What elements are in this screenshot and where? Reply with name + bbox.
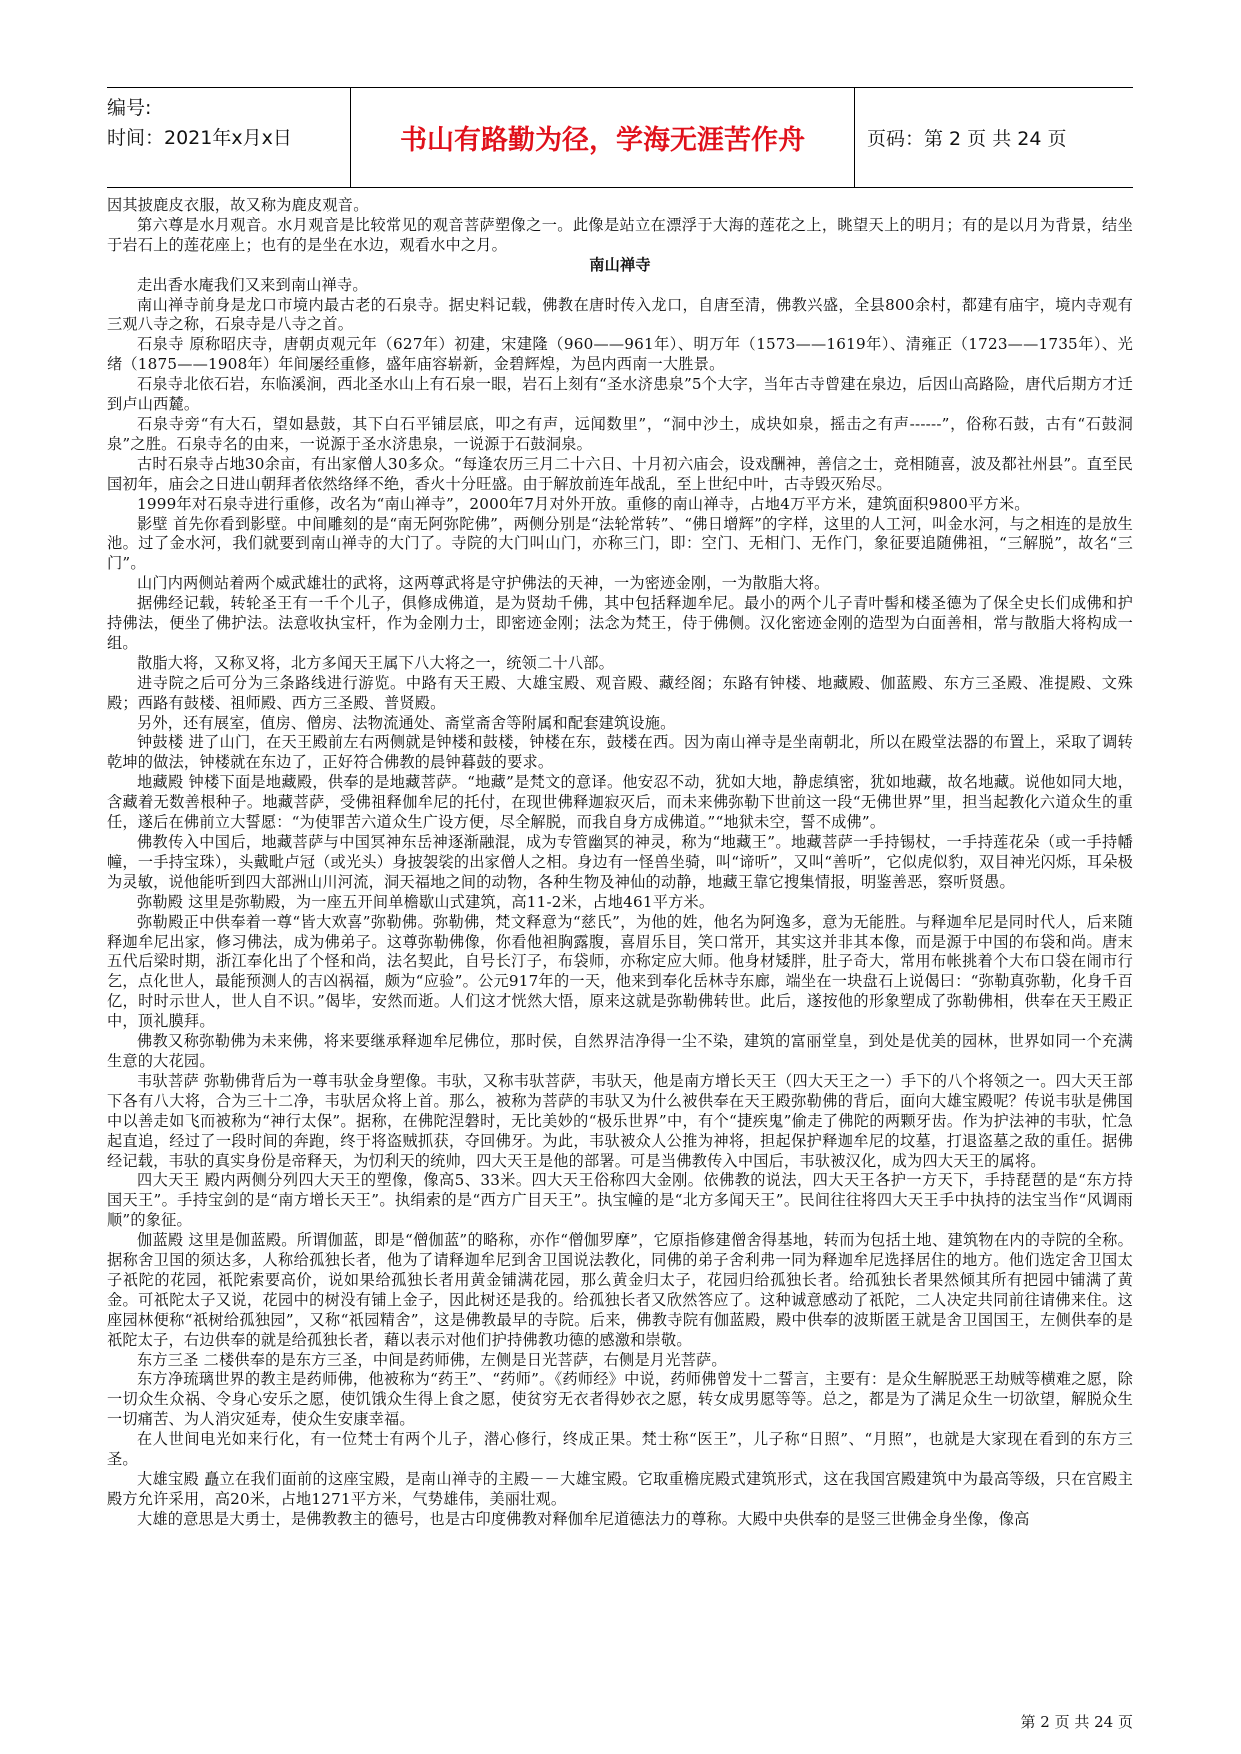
paragraph: 因其披鹿皮衣服，故又称为鹿皮观音。 bbox=[107, 196, 369, 214]
paragraph: 据佛经记载，转轮圣王有一千个儿子，俱修成佛道，是为贤劫千佛，其中包括释迦牟尼。最小的两个儿子青叶髻和楼圣德为了保全史长们成佛和护持佛法，便坐了佛护法。法意收执宝杆，作为金刚力士，即密迹金刚；法念为梵王，侍于佛侧。汉化密迹金刚的造型为白面善相，常与散脂大将构成一组。 bbox=[107, 594, 1133, 652]
header-page-number: 页码：第 2 页 共 24 页 bbox=[867, 128, 1067, 150]
paragraph: 散脂大将，又称叉将，北方多闻天王属下八大将之一，统领二十八部。 bbox=[137, 653, 615, 672]
paragraph: 韦驮菩萨 弥勒佛背后为一尊韦驮金身塑像。韦驮，又称韦驮菩萨，韦驮天，他是南方增长天王（四大天王之一）手下的八个将领之一。四大天王部下各有八大将，合为三十二净，韦驮居众将上首。那么，被称为菩萨的韦驮又为什么被供奉在天王殿弥勒佛的背后，面向大雄宝殿呢？传说韦驮是佛国中以善走如飞而被称为“神行太保”。据称，在佛陀涅磐时，无比美妙的“极乐世界”中，有个“捷疾鬼”偷走了佛陀的两颗牙齿。作为护法神的韦驮，忙急起直追，经过了一段时间的奔跑，终于将盗贼抓获，夺回佛牙。为此，韦驮被众人公推为神将，担起保护释迦牟尼的坟墓，打退盗墓之敌的重任。据佛经记载，韦驮的真实身份是帝释天，为忉利天的统帅，四大天王是他的部署。可是当佛教传入中国后，韦驮被汉化，成为四大天王的属将。 bbox=[107, 1071, 1133, 1170]
paragraph: 伽蓝殿 这里是伽蓝殿。所谓伽蓝，即是“僧伽蓝”的略称，亦作“僧伽罗摩”，它原指修建僧舍得基地，转而为包括土地、建筑物在内的寺院的全称。据称舍卫国的须达多，人称给孤独长者，他为了请释迦牟尼到舍卫国说法教化，同佛的弟子舍利弗一同为释迦牟尼选择居住的地方。他们选定舍卫国太子祇陀的花园，祇陀索要高价，说如果给孤独长者用黄金铺满花园，那么黄金归太子，花园归给孤独长者。给孤独长者果然倾其所有把园中铺满了黄金。可祇陀太子又说，花园中的树没有铺上金子，因此树还是我的。给孤独长者又欣然答应了。这种诚意感动了祇陀，二人决定共同前往请佛来住。这座园林便称“祇树给孤独园”，又称“祇园精舍”，这是佛教最早的寺院。后来，佛教寺院有伽蓝殿，殿中供奉的波斯匿王就是舍卫国国王，左侧供奉的是祇陀太子，右边供奉的就是给孤独长者，藉以表示对他们护持佛教功德的感激和崇敬。 bbox=[107, 1231, 1133, 1349]
header-motto: 书山有路勤为径，学海无涯苦作舟 bbox=[350, 88, 855, 187]
paragraph: 古时石泉寺占地30余亩，有出家僧人30多众。“每逢农历三月二十六日、十月初六庙会，设戏酬神，善信之士，竞相随喜，波及都社州县”。直至民国初年，庙会之日进山朝拜者依然络绎不绝，香火十分旺盛。由于解放前连年战乱，至上世纪中叶，古寺毁灭殆尽。 bbox=[107, 454, 1133, 493]
paragraph: 另外，还有展室，值房、僧房、法物流通处、斋堂斋舍等附属和配套建筑设施。 bbox=[137, 713, 676, 732]
paragraph: 东方净琉璃世界的教主是药师佛，他被称为“药王”、“药师”。《药师经》中说，药师佛曾发十二誓言，主要有：是众生解脱恶王劫贼等横难之愿，除一切众生众祸、令身心安乐之愿，使饥饿众生得上食之愿，使贫穷无衣者得妙衣之愿，转女成男愿等等。总之，都是为了满足众生一切欲望，解脱众生一切痛苦、为人消灾延寿，使众生安康幸福。 bbox=[107, 1370, 1133, 1429]
paragraph: 四大天王 殿内两侧分列四大天王的塑像，像高5、33米。四大天王俗称四大金刚。依佛教的说法，四大天王各护一方天下，手持琵琶的是“东方持国天王”。手持宝剑的是“南方增长天王”。执绢索的是“西方广目天王”。执宝幢的是“北方多闻天王”。民间往往将四大天王手中执持的法宝当作“风调雨顺”的象征。 bbox=[107, 1171, 1133, 1230]
document-number-label: 编号: bbox=[107, 97, 152, 119]
paragraph: 南山禅寺前身是龙口市境内最古老的石泉寺。据史料记载，佛教在唐时传入龙口，自唐至清，佛教兴盛，全县800余村，都建有庙宇，境内寺观有三观八寺之称，石泉寺是八寺之首。 bbox=[107, 295, 1133, 334]
paragraph: 佛教传入中国后，地藏菩萨与中国冥神东岳神逐渐融混，成为专管幽冥的神灵，称为“地藏王”。地藏菩萨一手持锡杖，一手持莲花朵（或一手持幡幢，一手持宝珠），头戴毗卢冠（或光头）身披袈裟的出家僧人之相。身边有一怪兽坐骑，叫“谛听”，又叫“善听”，它似虎似豹，双目神光闪烁，耳朵极为灵敏，说他能听到四大部洲山川河流，洞天福地之间的动物，各种生物及神仙的动静，地藏王靠它搜集情报，明鉴善恶，察听贤愚。 bbox=[107, 833, 1133, 891]
section-heading: 南山禅寺 bbox=[589, 255, 651, 274]
document-time-label: 时间：2021年x月x日 bbox=[107, 127, 292, 149]
paragraph: 在人世间电光如来行化，有一位梵士有两个儿子，潜心修行，终成正果。梵士称“医王”，儿子称“日照”、“月照”，也就是大家现在看到的东方三圣。 bbox=[107, 1430, 1133, 1469]
document-body bbox=[107, 196, 1133, 1530]
paragraph: 第六尊是水月观音。水月观音是比较常见的观音菩萨塑像之一。此像是站立在漂浮于大海的莲花之上，眺望天上的明月；有的是以月为背景，结坐于岩石上的莲花座上；也有的是坐在水边，观看水中之月。 bbox=[107, 215, 1133, 254]
paragraph: 1999年对石泉寺进行重修，改名为“南山禅寺”，2000年7月对外开放。重修的南山禅寺，占地4万平方米，建筑面积9800平方米。 bbox=[137, 494, 1030, 513]
page-footer: 第 2 页 共 24 页 bbox=[1020, 1713, 1133, 1731]
paragraph: 石泉寺北依石岩，东临溪涧，西北圣水山上有石泉一眼，岩石上刻有“圣水济患泉”5个大字，当年古寺曾建在泉边，后因山高路险，唐代后期方才迁到卢山西麓。 bbox=[107, 375, 1133, 414]
paragraph: 弥勒殿 这里是弥勒殿，为一座五开间单檐歇山式建筑，高11-2米，占地461平方米。 bbox=[137, 892, 715, 911]
paragraph: 地藏殿 钟楼下面是地藏殿，供奉的是地藏菩萨。“地藏”是梵文的意译。他安忍不动，犹如大地，静虑缜密，犹如地藏，故名地藏。说他如同大地，含藏着无数善根种子。地藏菩萨，受佛祖释伽牟尼的托付，在现世佛释迦寂灭后，而未来佛弥勒下世前这一段“无佛世界”里，担当起教化六道众生的重任，遂后在佛前立大誓愿：“为使罪苦六道众生广设方便，尽全解脱，而我自身方成佛道。”“地狱未空，誓不成佛”。 bbox=[107, 773, 1133, 832]
page-header bbox=[107, 87, 1133, 188]
paragraph: 钟鼓楼 进了山门，在天王殿前左右两侧就是钟楼和鼓楼，钟楼在东，鼓楼在西。因为南山禅寺是坐南朝北，所以在殿堂法器的布置上，采取了调转乾坤的做法，钟楼就在东边了，正好符合佛教的晨钟暮鼓的要求。 bbox=[107, 733, 1133, 772]
paragraph: 弥勒殿正中供奉着一尊“皆大欢喜”弥勒佛。弥勒佛，梵文释意为“慈氏”，为他的姓，他名为阿逸多，意为无能胜。与释迦牟尼是同时代人，后来随释迦牟尼出家，修习佛法，成为佛弟子。这尊弥勒佛像，你看他袒胸露腹，喜眉乐目，笑口常开，其实这并非其本像，而是源于中国的布袋和尚。唐末五代后梁时期，浙江奉化出了个怪和尚，法名契此，自号长汀子，布袋师，亦称定应大师。他身材矮胖，肚子奇大，常用布帐挑着个大布口袋在闹市行乞，点化世人，最能预测人的吉凶祸福，颇为“应验”。公元917年的一天，他来到奉化岳林寺东廊，端坐在一块盘石上说偈曰：“弥勒真弥勒，化身千百亿，时时示世人，世人自不识。”偈毕，安然而逝。人们这才恍然大悟，原来这就是弥勒佛转世。此后，遂按他的形象塑成了弥勒佛相，供奉在天王殿正中，顶礼膜拜。 bbox=[107, 912, 1133, 1031]
paragraph: 影壁 首先你看到影壁。中间雕刻的是“南无阿弥陀佛”，两侧分别是“法轮常转”、“佛日增辉”的字样，这里的人工河，叫金水河，与之相连的是放生池。过了金水河，我们就要到南山禅寺的大门了。寺院的大门叫山门，亦称三门，即：空门、无相门、无作门，象征要追随佛祖，“三解脱”，故名“三门”。 bbox=[107, 514, 1133, 573]
paragraph: 大雄的意思是大勇士，是佛教教主的德号，也是古印度佛教对释伽牟尼道德法力的尊称。大殿中央供奉的是竖三世佛金身坐像，像高 bbox=[137, 1509, 1030, 1528]
paragraph: 山门内两侧站着两个威武雄壮的武将，这两尊武将是守护佛法的天神，一为密迹金刚，一为散脂大将。 bbox=[137, 574, 830, 593]
paragraph: 走出香水庵我们又来到南山禅寺。 bbox=[137, 275, 368, 294]
header-meta bbox=[107, 88, 350, 187]
paragraph: 石泉寺旁“有大石，望如悬鼓，其下白石平铺层底，叩之有声，远闻数里”，“洞中沙土，成块如泉，摇击之有声------”，俗称石鼓，古有“石鼓洞泉”之胜。石泉寺名的由来，一说源于圣水济患泉，一说源于石鼓洞泉。 bbox=[107, 414, 1133, 453]
paragraph: 进寺院之后可分为三条路线进行游览。中路有天王殿、大雄宝殿、观音殿、藏经阁；东路有钟楼、地藏殿、伽蓝殿、东方三圣殿、准提殿、文殊殿；西路有鼓楼、祖师殿、西方三圣殿、普贤殿。 bbox=[107, 673, 1133, 712]
paragraph: 佛教又称弥勒佛为未来佛，将来要继承释迦牟尼佛位，那时侯，自然界洁净得一尘不染，建筑的富丽堂皇，到处是优美的园林，世界如同一个充满生意的大花园。 bbox=[107, 1032, 1133, 1070]
paragraph: 大雄宝殿 矗立在我们面前的这座宝殿，是南山禅寺的主殿－－大雄宝殿。它取重檐庑殿式建筑形式，这在我国宫殿建筑中为最高等级，只在宫殿主殿方允许采用，高20米，占地1271平方米，气势雄伟，美丽壮观。 bbox=[107, 1470, 1133, 1508]
paragraph: 石泉寺 原称昭庆寺，唐朝贞观元年（627年）初建，宋建隆（960——961年）、明万年（1573——1619年）、清雍正（1723——1735年）、光绪（1875——1908年）年间屡经重修，盛年庙容崭新，金碧辉煌，为邑内西南一大胜景。 bbox=[107, 335, 1133, 374]
paragraph: 东方三圣 二楼供奉的是东方三圣，中间是药师佛，左侧是日光菩萨，右侧是月光菩萨。 bbox=[137, 1350, 727, 1369]
